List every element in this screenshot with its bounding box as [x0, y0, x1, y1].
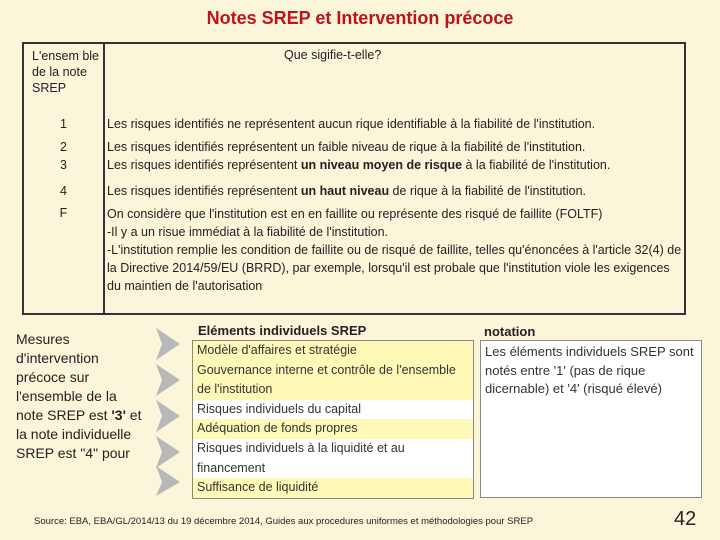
- elements-list: [192, 340, 474, 499]
- srep-elements-panel: [192, 320, 706, 498]
- list-item: Suffisance de liquidité: [193, 478, 473, 498]
- row-number: 3: [60, 158, 67, 172]
- page-number: 42: [674, 508, 697, 530]
- row-number: 2: [60, 140, 67, 154]
- row-number: 1: [60, 117, 67, 131]
- table-divider: [103, 44, 105, 313]
- row-number: 4: [60, 184, 67, 198]
- table-header-meaning: Que sigifie-t-elle?: [284, 48, 382, 62]
- row-text: Les risques identifiés ne représentent aucun rique identifiable à la fiabilité de l'institution.: [107, 117, 596, 131]
- elements-heading: Eléments individuels SREP: [198, 323, 367, 338]
- list-item: Risques individuels du capital: [197, 401, 361, 416]
- intervention-note: Mesures d'intervention précoce sur l'ensemble de la note SREP est '3' et la note individuelle SREP est "4" pour: [16, 331, 142, 461]
- list-item: Modèle d'affaires et stratégie: [193, 341, 473, 361]
- row-text: Les risques identifiés représentent un haut niveau de rique à la fiabilité de l'institution.: [107, 184, 587, 198]
- table-header-note: L'ensem ble de la note SREP: [32, 49, 100, 95]
- row-text: Les risques identifiés représentent un faible niveau de rique à la fiabilité de l'institution.: [107, 140, 586, 154]
- list-item: Adéquation de fonds propres: [193, 419, 473, 439]
- notation-description: Les éléments individuels SREP sont notés entre '1' (pas de rique dicernable) et '4' (risqué élevé): [480, 340, 702, 498]
- list-item: Risques individuels à la liquidité et au financement: [197, 440, 405, 475]
- row-number: F: [59, 206, 68, 220]
- right-arrow-icon: [152, 318, 192, 498]
- page-title: Notes SREP et Intervention précoce: [206, 8, 514, 28]
- notation-heading: notation: [484, 324, 536, 339]
- source-citation: Source: EBA, EBA/GL/2014/13 du 19 décembre 2014, Guides aux procedures uniformes et méthodologies pour SREP: [34, 516, 534, 527]
- row-text: On considère que l'institution est en en faillite ou représente des risqué de faillite (FOLTF) -Il y a un risue immédiat à la fiabilité de l'institution. -L'institution remplie les condition de faillite ou de risqué de faillite, telles qu'énoncées à l'article 32(4) de la Directive 2014/59/EU (BRRD), par exemple, lorsqu'il est probale que l'institution viole les exigences du maintien de l'autorisation: [107, 207, 682, 293]
- srep-notes-table: [22, 42, 686, 315]
- row-text: Les risques identifiés représentent un niveau moyen de risque à la fiabilité de l'institution.: [107, 158, 611, 172]
- list-item: Gouvernance interne et contrôle de l'ensemble de l'institution: [193, 361, 473, 400]
